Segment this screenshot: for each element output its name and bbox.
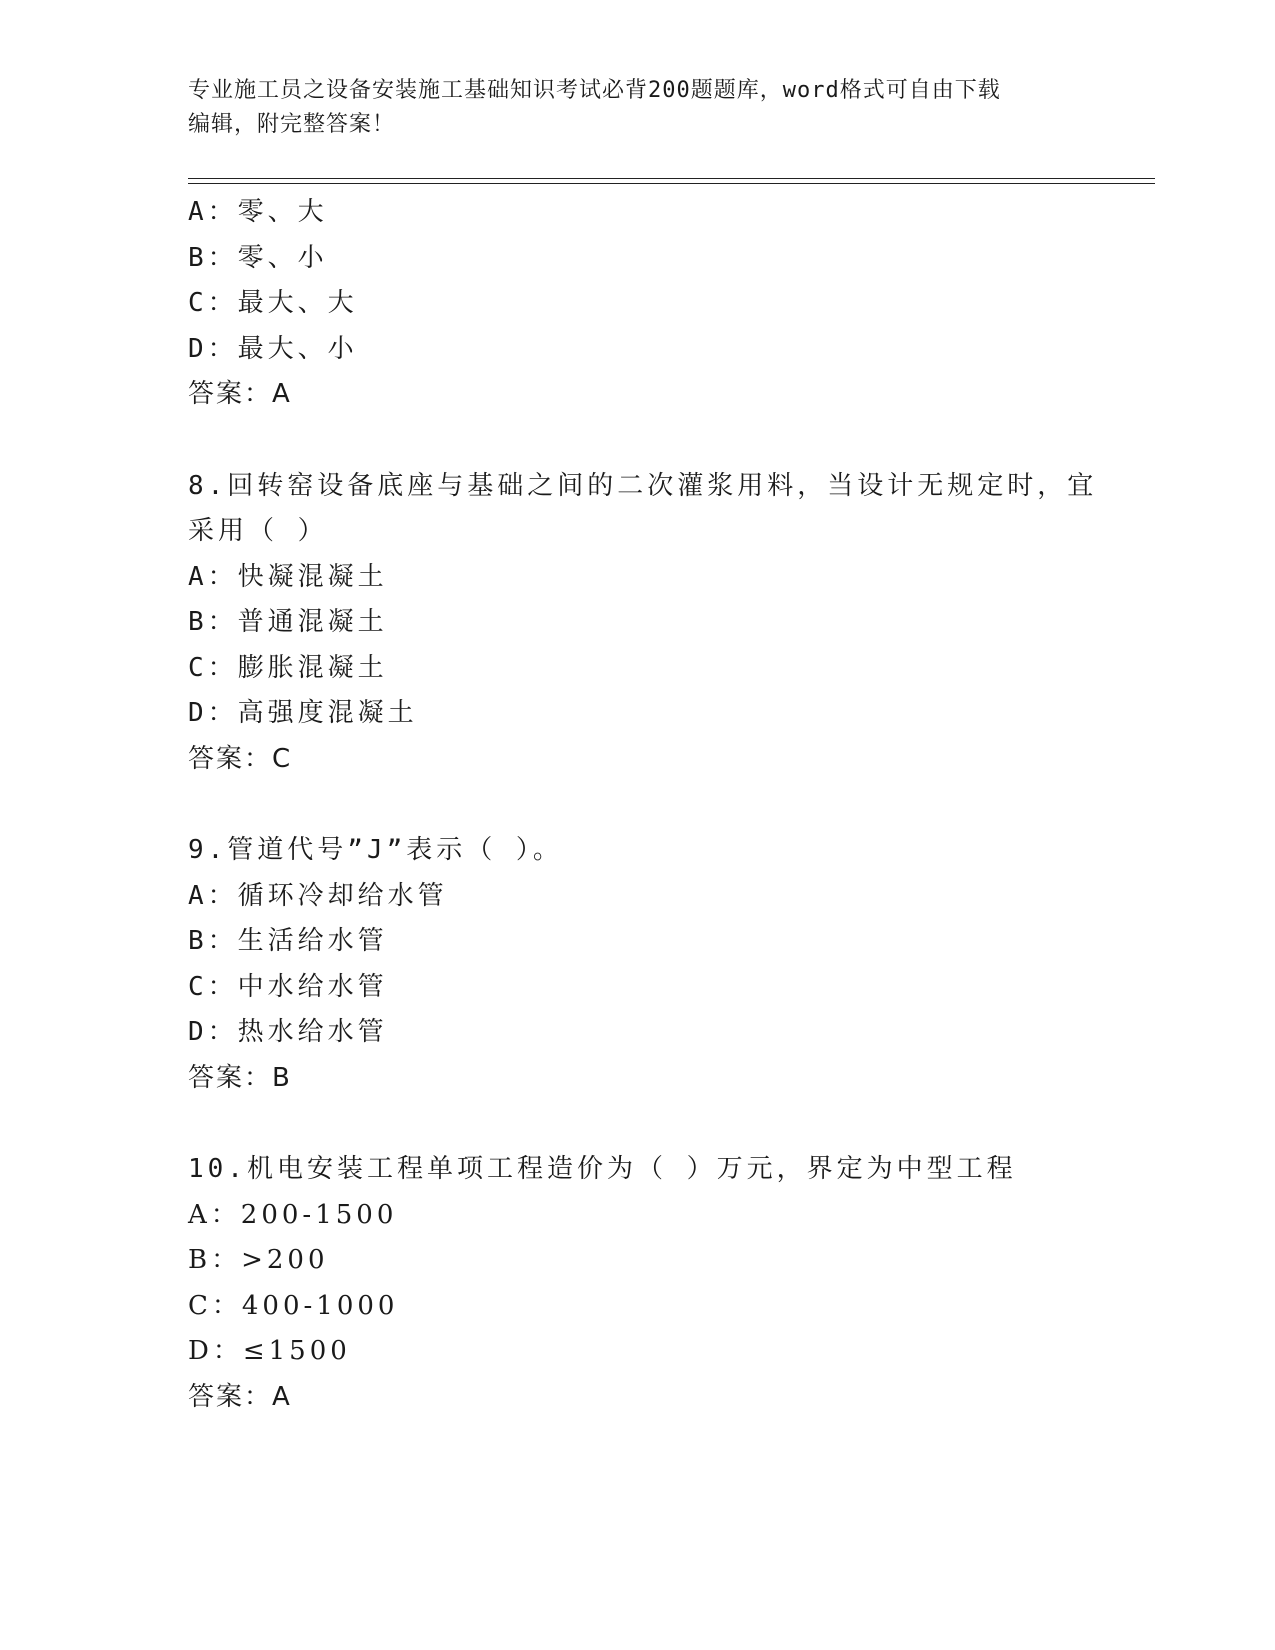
spacer <box>188 782 1088 828</box>
question-stem: 9.管道代号”J”表示（ ）。 <box>188 835 563 865</box>
header-line-1: 专业施工员之设备安装施工基础知识考试必背200题题库，word格式可自由下载 <box>188 78 1001 103</box>
option-b: B：普通混凝土 <box>188 607 388 637</box>
spacer <box>188 1101 1088 1147</box>
answer-line: 答案：A <box>188 1381 292 1412</box>
question-9 <box>188 828 1088 1101</box>
option-c: C：中水给水管 <box>188 971 388 1002</box>
option-b: B：>200 <box>188 1245 329 1275</box>
answer-line: 答案：A <box>188 379 292 409</box>
header-divider-top <box>188 178 1155 179</box>
option-d: D：热水给水管 <box>188 1017 388 1047</box>
question-stem: 8.回转窑设备底座与基础之间的二次灌浆用料，当设计无规定时，宜 <box>188 470 1098 501</box>
header-divider-bottom <box>188 183 1155 184</box>
option-d: D：高强度混凝土 <box>188 698 418 728</box>
question-stem-continued: 采用（ ） <box>188 516 328 546</box>
option-a: A：循环冷却给水管 <box>188 880 448 911</box>
option-a: A：零、大 <box>188 197 328 227</box>
question-list <box>188 190 1098 1420</box>
option-a: A：200-1500 <box>188 1199 398 1230</box>
question-10 <box>188 1147 1088 1420</box>
option-d: D：≤1500 <box>188 1336 351 1366</box>
question-7 <box>188 190 1088 418</box>
document-header <box>188 74 1088 142</box>
option-a: A：快凝混凝土 <box>188 561 388 592</box>
question-stem: 10.机电安装工程单项工程造价为（ ）万元，界定为中型工程 <box>188 1154 1017 1184</box>
answer-line: 答案：B <box>188 1062 292 1093</box>
option-b: B：零、小 <box>188 242 328 273</box>
answer-line: 答案：C <box>188 743 293 774</box>
option-b: B：生活给水管 <box>188 926 388 956</box>
spacer <box>188 418 1088 464</box>
option-c: C：膨胀混凝土 <box>188 652 388 683</box>
question-8 <box>188 464 1098 783</box>
option-c: C：400-1000 <box>188 1290 399 1321</box>
header-line-2: 编辑，附完整答案！ <box>188 112 396 137</box>
option-c: C：最大、大 <box>188 288 358 318</box>
option-d: D：最大、小 <box>188 333 358 364</box>
